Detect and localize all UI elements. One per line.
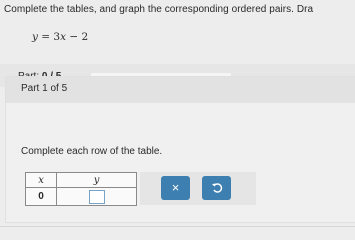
table-row (26, 188, 137, 206)
clear-button[interactable] (161, 176, 190, 200)
clear-icon: × (171, 180, 180, 195)
equation-variable: x (60, 31, 67, 43)
answer-tools (140, 172, 256, 205)
undo-button[interactable] (202, 176, 231, 200)
y-value-cell (57, 188, 137, 206)
part-header-title: Part 1 of 5 (21, 83, 68, 94)
column-header-y: y (57, 173, 137, 188)
equation (32, 31, 88, 43)
y-answer-input[interactable] (89, 190, 105, 204)
part-section (6, 77, 355, 222)
equation-coefficient: 3 (53, 31, 61, 43)
equation-lhs: y (32, 31, 38, 43)
equation-operator: − (66, 31, 82, 43)
xy-table (25, 172, 137, 206)
equation-constant: 2 (81, 31, 89, 43)
undo-icon (211, 182, 223, 194)
column-header-x: x (26, 173, 57, 188)
equation-equals: = (37, 31, 54, 43)
problem-instruction: Complete the tables, and graph the corresponding ordered pairs. Dra (4, 4, 314, 15)
x-value-cell: 0 (26, 188, 57, 206)
divider (0, 226, 355, 227)
part-header (6, 77, 355, 103)
table-prompt: Complete each row of the table. (21, 146, 163, 157)
